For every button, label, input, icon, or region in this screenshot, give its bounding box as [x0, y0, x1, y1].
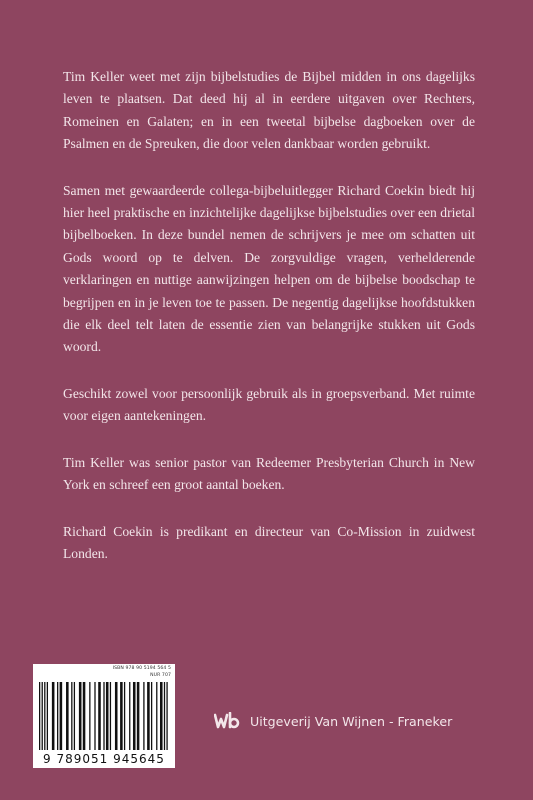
wb-logo-icon — [214, 712, 240, 730]
barcode-bars — [39, 682, 169, 750]
paragraph-keller-bio: Tim Keller was senior pastor van Redeemer Presbyterian Church in New York en schreef een groot aantal boeken. — [63, 454, 475, 493]
isbn-barcode — [33, 664, 175, 768]
barcode-number: 9 789051 945645 — [43, 752, 165, 766]
paragraph-usage: Geschikt zowel voor persoonlijk gebruik als in groepsverband. Met ruimte voor eigen aantekeningen. — [63, 385, 475, 424]
publisher-name: Uitgeverij Van Wijnen - Franeker — [250, 713, 453, 729]
publisher-imprint — [214, 712, 452, 730]
paragraph-coekin-bio: Richard Coekin is predikant en directeur van Co-Mission in zuidwest Londen. — [63, 523, 475, 561]
paragraph-description: Samen met gewaardeerde collega-bijbeluitlegger Richard Coekin biedt hij hier heel praktische en inzichtelijke dagelijkse bijbelstudies over een drietal bijbelboeken. In deze bundel nemen de schrijvers je mee om schatten uit Gods woord op te delven. De zorgvuldige vragen, verhelderende verklaringen en nuttige aanwijzingen helpen om de bijbelse boodschap te begrijpen en in je leven toe te passen. De negentig dagelijkse hoofdstukken die elk deel telt laten de essentie zien van belangrijke stukken uit Gods woord. — [63, 182, 475, 355]
back-cover-text — [63, 66, 475, 565]
paragraph-intro: Tim Keller weet met zijn bijbelstudies de Bijbel midden in ons dagelijks leven te plaatsen. Dat deed hij al in eerdere uitgaven over Rechters, Romeinen en Galaten; en in een tweetal bijbelse dagboeken over de Psalmen en de Spreuken, die door velen dankbaar worden gebruikt. — [63, 69, 475, 152]
nur-label: NUR 707 — [150, 673, 171, 678]
isbn-label: ISBN 978 90 5194 564 5 — [112, 666, 171, 671]
